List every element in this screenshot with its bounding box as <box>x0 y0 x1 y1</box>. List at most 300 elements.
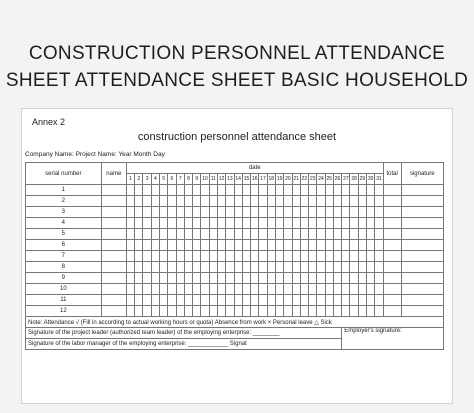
attendance-cell[interactable] <box>375 284 383 295</box>
attendance-cell[interactable] <box>325 262 333 273</box>
attendance-cell[interactable] <box>126 196 134 207</box>
attendance-cell[interactable] <box>193 295 201 306</box>
attendance-cell[interactable] <box>333 306 341 317</box>
attendance-cell[interactable] <box>234 273 242 284</box>
attendance-cell[interactable] <box>309 262 317 273</box>
attendance-cell[interactable] <box>101 185 126 196</box>
attendance-cell[interactable] <box>135 196 143 207</box>
attendance-cell[interactable] <box>284 218 292 229</box>
attendance-cell[interactable] <box>401 251 443 262</box>
attendance-cell[interactable] <box>333 207 341 218</box>
attendance-cell[interactable] <box>242 306 250 317</box>
attendance-cell[interactable] <box>168 240 176 251</box>
attendance-cell[interactable] <box>401 185 443 196</box>
attendance-cell[interactable] <box>160 196 168 207</box>
attendance-cell[interactable] <box>292 229 300 240</box>
attendance-cell[interactable] <box>300 229 308 240</box>
attendance-cell[interactable] <box>259 240 267 251</box>
attendance-cell[interactable] <box>168 273 176 284</box>
attendance-cell[interactable] <box>176 273 184 284</box>
attendance-cell[interactable] <box>160 240 168 251</box>
attendance-cell[interactable] <box>275 240 283 251</box>
attendance-cell[interactable] <box>317 185 325 196</box>
attendance-cell[interactable] <box>201 306 209 317</box>
attendance-cell[interactable] <box>209 284 217 295</box>
attendance-cell[interactable] <box>101 273 126 284</box>
attendance-cell[interactable] <box>350 240 358 251</box>
attendance-cell[interactable] <box>284 284 292 295</box>
attendance-cell[interactable] <box>251 284 259 295</box>
attendance-cell[interactable] <box>160 284 168 295</box>
attendance-cell[interactable] <box>135 284 143 295</box>
attendance-cell[interactable] <box>350 284 358 295</box>
attendance-cell[interactable] <box>242 295 250 306</box>
attendance-cell[interactable] <box>284 196 292 207</box>
attendance-cell[interactable] <box>126 262 134 273</box>
attendance-cell[interactable] <box>300 262 308 273</box>
attendance-cell[interactable] <box>201 185 209 196</box>
attendance-cell[interactable] <box>209 207 217 218</box>
attendance-cell[interactable] <box>234 240 242 251</box>
attendance-cell[interactable] <box>333 196 341 207</box>
attendance-cell[interactable] <box>184 251 192 262</box>
attendance-cell[interactable] <box>176 229 184 240</box>
attendance-cell[interactable] <box>259 229 267 240</box>
attendance-cell[interactable] <box>267 273 275 284</box>
attendance-cell[interactable] <box>151 262 159 273</box>
attendance-cell[interactable] <box>217 218 225 229</box>
attendance-cell[interactable] <box>242 284 250 295</box>
attendance-cell[interactable] <box>383 306 401 317</box>
attendance-cell[interactable] <box>383 229 401 240</box>
attendance-cell[interactable] <box>358 218 366 229</box>
attendance-cell[interactable] <box>226 240 234 251</box>
attendance-cell[interactable] <box>126 251 134 262</box>
attendance-cell[interactable] <box>217 273 225 284</box>
attendance-cell[interactable] <box>160 273 168 284</box>
attendance-cell[interactable] <box>226 262 234 273</box>
attendance-cell[interactable] <box>300 185 308 196</box>
attendance-cell[interactable] <box>201 251 209 262</box>
attendance-cell[interactable] <box>234 207 242 218</box>
attendance-cell[interactable] <box>292 240 300 251</box>
attendance-cell[interactable] <box>168 196 176 207</box>
attendance-cell[interactable] <box>160 251 168 262</box>
attendance-cell[interactable] <box>275 251 283 262</box>
attendance-cell[interactable] <box>143 185 151 196</box>
attendance-cell[interactable] <box>350 295 358 306</box>
attendance-cell[interactable] <box>242 218 250 229</box>
attendance-cell[interactable] <box>184 207 192 218</box>
attendance-cell[interactable] <box>217 306 225 317</box>
attendance-cell[interactable] <box>234 262 242 273</box>
attendance-cell[interactable] <box>234 284 242 295</box>
attendance-cell[interactable] <box>135 229 143 240</box>
attendance-cell[interactable] <box>309 306 317 317</box>
attendance-cell[interactable] <box>259 196 267 207</box>
attendance-cell[interactable] <box>333 284 341 295</box>
attendance-cell[interactable] <box>143 196 151 207</box>
attendance-cell[interactable] <box>226 229 234 240</box>
attendance-cell[interactable] <box>401 218 443 229</box>
attendance-cell[interactable] <box>168 218 176 229</box>
attendance-cell[interactable] <box>333 185 341 196</box>
attendance-cell[interactable] <box>284 251 292 262</box>
attendance-cell[interactable] <box>135 262 143 273</box>
attendance-cell[interactable] <box>193 218 201 229</box>
attendance-cell[interactable] <box>267 284 275 295</box>
attendance-cell[interactable] <box>367 284 375 295</box>
attendance-cell[interactable] <box>259 262 267 273</box>
attendance-cell[interactable] <box>226 306 234 317</box>
attendance-cell[interactable] <box>193 229 201 240</box>
attendance-cell[interactable] <box>284 273 292 284</box>
attendance-cell[interactable] <box>242 273 250 284</box>
attendance-cell[interactable] <box>292 207 300 218</box>
attendance-cell[interactable] <box>267 295 275 306</box>
attendance-cell[interactable] <box>226 295 234 306</box>
attendance-cell[interactable] <box>251 251 259 262</box>
attendance-cell[interactable] <box>209 196 217 207</box>
attendance-cell[interactable] <box>126 273 134 284</box>
attendance-cell[interactable] <box>325 185 333 196</box>
attendance-cell[interactable] <box>292 273 300 284</box>
attendance-cell[interactable] <box>367 273 375 284</box>
attendance-cell[interactable] <box>284 306 292 317</box>
project-leader-signature-field[interactable]: Signature of the project leader (authorized team leader) of the employing enterprise: ________ <box>26 328 342 339</box>
attendance-cell[interactable] <box>342 185 350 196</box>
attendance-cell[interactable] <box>251 262 259 273</box>
attendance-cell[interactable] <box>375 262 383 273</box>
attendance-cell[interactable] <box>234 295 242 306</box>
attendance-cell[interactable] <box>267 196 275 207</box>
attendance-cell[interactable] <box>358 251 366 262</box>
attendance-cell[interactable] <box>375 306 383 317</box>
attendance-cell[interactable] <box>300 306 308 317</box>
attendance-cell[interactable] <box>358 185 366 196</box>
attendance-cell[interactable] <box>259 306 267 317</box>
attendance-cell[interactable] <box>242 240 250 251</box>
attendance-cell[interactable] <box>267 218 275 229</box>
attendance-cell[interactable] <box>126 306 134 317</box>
attendance-cell[interactable] <box>201 218 209 229</box>
attendance-cell[interactable] <box>126 218 134 229</box>
attendance-cell[interactable] <box>193 262 201 273</box>
attendance-cell[interactable] <box>234 218 242 229</box>
attendance-cell[interactable] <box>333 273 341 284</box>
attendance-cell[interactable] <box>126 185 134 196</box>
attendance-cell[interactable] <box>284 240 292 251</box>
attendance-cell[interactable] <box>251 218 259 229</box>
attendance-cell[interactable] <box>401 273 443 284</box>
attendance-cell[interactable] <box>333 295 341 306</box>
attendance-cell[interactable] <box>284 295 292 306</box>
attendance-cell[interactable] <box>160 295 168 306</box>
attendance-cell[interactable] <box>251 240 259 251</box>
attendance-cell[interactable] <box>292 295 300 306</box>
attendance-cell[interactable] <box>333 229 341 240</box>
attendance-cell[interactable] <box>309 240 317 251</box>
attendance-cell[interactable] <box>217 251 225 262</box>
attendance-cell[interactable] <box>292 284 300 295</box>
attendance-cell[interactable] <box>358 262 366 273</box>
attendance-cell[interactable] <box>333 251 341 262</box>
attendance-cell[interactable] <box>275 218 283 229</box>
attendance-cell[interactable] <box>151 295 159 306</box>
attendance-cell[interactable] <box>342 306 350 317</box>
attendance-cell[interactable] <box>325 306 333 317</box>
attendance-cell[interactable] <box>375 207 383 218</box>
attendance-cell[interactable] <box>275 207 283 218</box>
attendance-cell[interactable] <box>143 284 151 295</box>
attendance-cell[interactable] <box>300 218 308 229</box>
attendance-cell[interactable] <box>209 218 217 229</box>
attendance-cell[interactable] <box>292 185 300 196</box>
attendance-cell[interactable] <box>342 240 350 251</box>
attendance-cell[interactable] <box>226 273 234 284</box>
attendance-cell[interactable] <box>367 306 375 317</box>
attendance-cell[interactable] <box>358 284 366 295</box>
attendance-cell[interactable] <box>358 196 366 207</box>
attendance-cell[interactable] <box>309 196 317 207</box>
attendance-cell[interactable] <box>176 240 184 251</box>
attendance-cell[interactable] <box>292 262 300 273</box>
attendance-cell[interactable] <box>151 306 159 317</box>
attendance-cell[interactable] <box>176 185 184 196</box>
attendance-cell[interactable] <box>234 196 242 207</box>
attendance-cell[interactable] <box>101 240 126 251</box>
attendance-cell[interactable] <box>143 295 151 306</box>
attendance-cell[interactable] <box>135 273 143 284</box>
attendance-cell[interactable] <box>242 229 250 240</box>
attendance-cell[interactable] <box>135 185 143 196</box>
attendance-cell[interactable] <box>292 196 300 207</box>
attendance-cell[interactable] <box>251 185 259 196</box>
attendance-cell[interactable] <box>401 229 443 240</box>
attendance-cell[interactable] <box>226 251 234 262</box>
attendance-cell[interactable] <box>309 284 317 295</box>
attendance-cell[interactable] <box>184 240 192 251</box>
attendance-cell[interactable] <box>325 273 333 284</box>
attendance-cell[interactable] <box>275 295 283 306</box>
attendance-cell[interactable] <box>209 306 217 317</box>
attendance-cell[interactable] <box>342 251 350 262</box>
attendance-cell[interactable] <box>184 218 192 229</box>
attendance-cell[interactable] <box>367 240 375 251</box>
attendance-cell[interactable] <box>358 273 366 284</box>
attendance-cell[interactable] <box>143 240 151 251</box>
attendance-cell[interactable] <box>217 262 225 273</box>
attendance-cell[interactable] <box>193 306 201 317</box>
employer-signature-field[interactable]: Employer's signature: <box>342 328 444 350</box>
attendance-cell[interactable] <box>284 185 292 196</box>
attendance-cell[interactable] <box>209 240 217 251</box>
attendance-cell[interactable] <box>317 306 325 317</box>
attendance-cell[interactable] <box>375 196 383 207</box>
attendance-cell[interactable] <box>251 306 259 317</box>
attendance-cell[interactable] <box>342 218 350 229</box>
attendance-cell[interactable] <box>193 207 201 218</box>
attendance-cell[interactable] <box>101 295 126 306</box>
attendance-cell[interactable] <box>126 240 134 251</box>
attendance-cell[interactable] <box>201 262 209 273</box>
attendance-cell[interactable] <box>333 218 341 229</box>
attendance-cell[interactable] <box>251 207 259 218</box>
attendance-cell[interactable] <box>383 284 401 295</box>
attendance-cell[interactable] <box>201 240 209 251</box>
attendance-cell[interactable] <box>151 207 159 218</box>
attendance-cell[interactable] <box>242 207 250 218</box>
attendance-cell[interactable] <box>201 273 209 284</box>
attendance-cell[interactable] <box>234 306 242 317</box>
attendance-cell[interactable] <box>101 196 126 207</box>
attendance-cell[interactable] <box>367 218 375 229</box>
attendance-cell[interactable] <box>160 262 168 273</box>
attendance-cell[interactable] <box>259 218 267 229</box>
attendance-cell[interactable] <box>193 196 201 207</box>
attendance-cell[interactable] <box>101 306 126 317</box>
attendance-cell[interactable] <box>151 196 159 207</box>
attendance-cell[interactable] <box>209 251 217 262</box>
attendance-cell[interactable] <box>209 185 217 196</box>
attendance-cell[interactable] <box>193 251 201 262</box>
labor-manager-signature-field[interactable]: Signature of the labor manager of the employing enterprise: ____________ Signat <box>26 339 342 350</box>
attendance-cell[interactable] <box>160 306 168 317</box>
attendance-cell[interactable] <box>292 251 300 262</box>
attendance-cell[interactable] <box>209 295 217 306</box>
attendance-cell[interactable] <box>309 185 317 196</box>
attendance-cell[interactable] <box>350 196 358 207</box>
attendance-cell[interactable] <box>309 207 317 218</box>
attendance-cell[interactable] <box>143 251 151 262</box>
attendance-cell[interactable] <box>350 273 358 284</box>
attendance-cell[interactable] <box>259 185 267 196</box>
attendance-cell[interactable] <box>309 273 317 284</box>
attendance-cell[interactable] <box>168 306 176 317</box>
attendance-cell[interactable] <box>184 262 192 273</box>
attendance-cell[interactable] <box>383 207 401 218</box>
attendance-cell[interactable] <box>383 185 401 196</box>
attendance-cell[interactable] <box>176 218 184 229</box>
attendance-cell[interactable] <box>143 262 151 273</box>
attendance-cell[interactable] <box>176 295 184 306</box>
attendance-cell[interactable] <box>325 229 333 240</box>
attendance-cell[interactable] <box>317 207 325 218</box>
attendance-cell[interactable] <box>168 262 176 273</box>
attendance-cell[interactable] <box>242 262 250 273</box>
attendance-cell[interactable] <box>201 229 209 240</box>
attendance-cell[interactable] <box>193 284 201 295</box>
attendance-cell[interactable] <box>367 251 375 262</box>
attendance-cell[interactable] <box>101 229 126 240</box>
attendance-cell[interactable] <box>242 196 250 207</box>
attendance-cell[interactable] <box>358 229 366 240</box>
attendance-cell[interactable] <box>151 185 159 196</box>
attendance-cell[interactable] <box>300 295 308 306</box>
attendance-cell[interactable] <box>317 229 325 240</box>
attendance-cell[interactable] <box>143 218 151 229</box>
attendance-cell[interactable] <box>300 196 308 207</box>
attendance-cell[interactable] <box>151 273 159 284</box>
attendance-cell[interactable] <box>342 284 350 295</box>
attendance-cell[interactable] <box>358 295 366 306</box>
attendance-cell[interactable] <box>267 306 275 317</box>
attendance-cell[interactable] <box>217 229 225 240</box>
attendance-cell[interactable] <box>234 229 242 240</box>
attendance-cell[interactable] <box>401 240 443 251</box>
attendance-cell[interactable] <box>401 295 443 306</box>
attendance-cell[interactable] <box>226 207 234 218</box>
attendance-cell[interactable] <box>251 273 259 284</box>
attendance-cell[interactable] <box>317 273 325 284</box>
attendance-cell[interactable] <box>176 251 184 262</box>
attendance-cell[interactable] <box>151 284 159 295</box>
attendance-cell[interactable] <box>217 185 225 196</box>
attendance-cell[interactable] <box>184 196 192 207</box>
attendance-cell[interactable] <box>267 251 275 262</box>
attendance-cell[interactable] <box>325 251 333 262</box>
attendance-cell[interactable] <box>375 251 383 262</box>
attendance-cell[interactable] <box>358 240 366 251</box>
attendance-cell[interactable] <box>375 295 383 306</box>
attendance-cell[interactable] <box>226 185 234 196</box>
attendance-cell[interactable] <box>168 251 176 262</box>
attendance-cell[interactable] <box>275 284 283 295</box>
attendance-cell[interactable] <box>209 262 217 273</box>
attendance-cell[interactable] <box>234 185 242 196</box>
attendance-cell[interactable] <box>193 240 201 251</box>
attendance-cell[interactable] <box>209 229 217 240</box>
attendance-cell[interactable] <box>325 196 333 207</box>
attendance-cell[interactable] <box>375 229 383 240</box>
attendance-cell[interactable] <box>168 229 176 240</box>
attendance-cell[interactable] <box>383 218 401 229</box>
attendance-cell[interactable] <box>317 251 325 262</box>
attendance-cell[interactable] <box>242 185 250 196</box>
attendance-cell[interactable] <box>275 185 283 196</box>
attendance-cell[interactable] <box>300 207 308 218</box>
attendance-cell[interactable] <box>275 229 283 240</box>
attendance-cell[interactable] <box>176 284 184 295</box>
attendance-cell[interactable] <box>300 251 308 262</box>
attendance-cell[interactable] <box>350 218 358 229</box>
attendance-cell[interactable] <box>350 185 358 196</box>
attendance-cell[interactable] <box>135 207 143 218</box>
attendance-cell[interactable] <box>325 295 333 306</box>
attendance-cell[interactable] <box>126 284 134 295</box>
attendance-cell[interactable] <box>251 229 259 240</box>
attendance-cell[interactable] <box>259 251 267 262</box>
attendance-cell[interactable] <box>267 185 275 196</box>
attendance-cell[interactable] <box>193 185 201 196</box>
attendance-cell[interactable] <box>358 306 366 317</box>
attendance-cell[interactable] <box>217 196 225 207</box>
attendance-cell[interactable] <box>275 306 283 317</box>
attendance-cell[interactable] <box>209 273 217 284</box>
attendance-cell[interactable] <box>267 262 275 273</box>
attendance-cell[interactable] <box>383 196 401 207</box>
attendance-cell[interactable] <box>184 295 192 306</box>
attendance-cell[interactable] <box>300 240 308 251</box>
attendance-cell[interactable] <box>325 240 333 251</box>
attendance-cell[interactable] <box>333 262 341 273</box>
attendance-cell[interactable] <box>284 262 292 273</box>
attendance-cell[interactable] <box>342 207 350 218</box>
attendance-cell[interactable] <box>135 251 143 262</box>
attendance-cell[interactable] <box>383 295 401 306</box>
attendance-cell[interactable] <box>135 240 143 251</box>
attendance-cell[interactable] <box>151 240 159 251</box>
